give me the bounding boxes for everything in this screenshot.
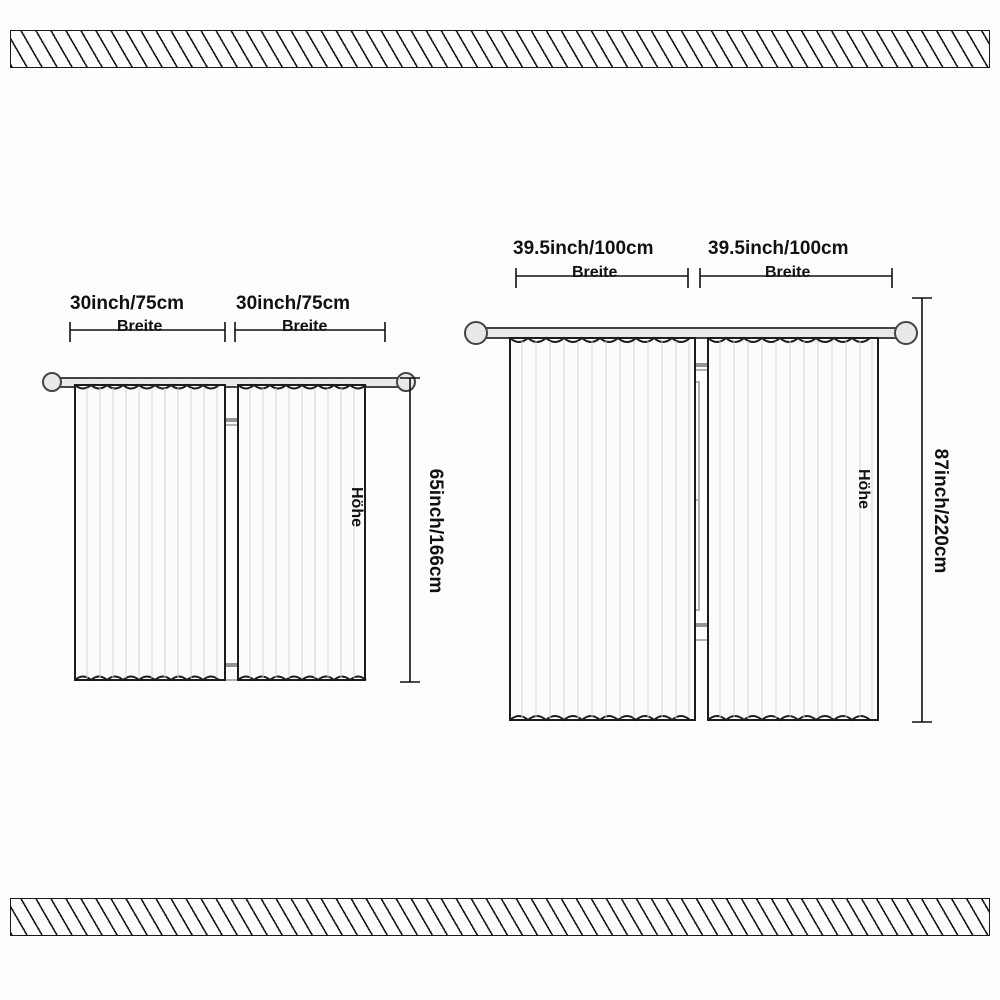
label-width-right-small: 30inch/75cm: [236, 293, 351, 314]
label-width-left-large: 39.5inch/100cm: [513, 238, 654, 259]
curtain-diagram-large: [460, 200, 980, 760]
curtain-drawing-large: [460, 200, 980, 760]
height-dimension-line-small: [400, 378, 420, 682]
curtain-panel-right-large: [708, 338, 878, 720]
curtain-panel-left-large: [510, 338, 695, 720]
label-breite-left-small: Breite: [117, 318, 163, 335]
label-hoehe-large: Höhe: [855, 469, 872, 509]
label-breite-left-large: Breite: [572, 264, 618, 281]
hatched-band-bottom: [10, 898, 990, 936]
label-width-left-small: 30inch/75cm: [70, 293, 185, 314]
label-hoehe-small: Höhe: [348, 487, 365, 527]
label-height-small: 65inch/166cm: [425, 468, 446, 594]
curtain-diagram-small: [20, 230, 460, 710]
label-width-right-large: 39.5inch/100cm: [708, 238, 849, 259]
label-breite-right-small: Breite: [282, 318, 328, 335]
hatched-band-top: [10, 30, 990, 68]
label-height-large: 87inch/220cm: [930, 448, 951, 574]
label-breite-right-large: Breite: [765, 264, 811, 281]
curtain-panel-left-small: [75, 385, 225, 680]
